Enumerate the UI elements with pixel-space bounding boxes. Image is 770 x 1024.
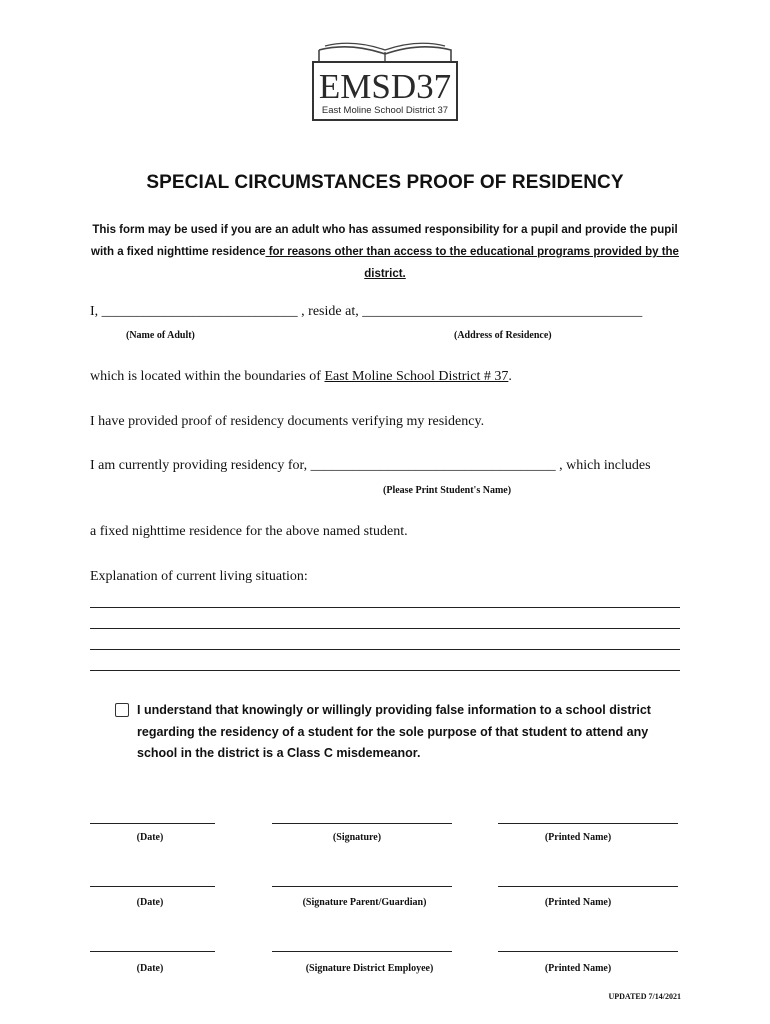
- line1-middle: , reside at,: [297, 304, 363, 319]
- date-line-1[interactable]: [90, 823, 215, 824]
- signature-line-3[interactable]: [272, 951, 452, 952]
- printed-name-line-3[interactable]: [498, 951, 678, 952]
- caption-name-of-adult: (Name of Adult): [126, 330, 195, 341]
- logo-wordmark: EMSD37: [318, 67, 452, 106]
- logo-subtitle: East Moline School District 37: [321, 105, 449, 116]
- line2-prefix: which is located within the boundaries of: [90, 369, 325, 384]
- adult-name-blank[interactable]: ____________________________: [101, 304, 298, 319]
- line2-suffix: .: [508, 369, 512, 384]
- explanation-label: Explanation of current living situation:: [90, 569, 308, 584]
- caption-printed-name-1: (Printed Name): [544, 832, 612, 843]
- caption-signature-1: (Signature): [332, 832, 382, 843]
- caption-date-2: (Date): [136, 897, 164, 908]
- printed-name-line-2[interactable]: [498, 886, 678, 887]
- explanation-line-1[interactable]: [90, 607, 680, 608]
- signature-line-2[interactable]: [272, 886, 452, 887]
- page-title: SPECIAL CIRCUMSTANCES PROOF OF RESIDENCY: [146, 172, 624, 193]
- caption-date-1: (Date): [136, 832, 164, 843]
- explanation-line-4[interactable]: [90, 670, 680, 671]
- date-line-3[interactable]: [90, 951, 215, 952]
- intro-plain: This form may be used if you are an adult who has assumed responsibility for a pupil and provide the pupil with a fixed nighttime residence: [91, 224, 678, 258]
- caption-signature-parent: (Signature Parent/Guardian): [302, 897, 427, 908]
- line1-prefix: I,: [90, 304, 102, 319]
- updated-date: UPDATED 7/14/2021: [608, 992, 681, 1001]
- caption-address: (Address of Residence): [454, 330, 552, 341]
- intro-text: [90, 219, 680, 285]
- adult-address-line: [90, 304, 690, 320]
- student-name-blank[interactable]: ___________________________________: [310, 458, 556, 473]
- nighttime-residence-line: a fixed nighttime residence for the above named student.: [90, 524, 408, 539]
- caption-printed-name-2: (Printed Name): [544, 897, 612, 908]
- line4-prefix: I am currently providing residency for,: [90, 458, 311, 473]
- district-logo: [305, 40, 465, 128]
- line4-suffix: , which includes: [555, 458, 651, 473]
- explanation-line-2[interactable]: [90, 628, 680, 629]
- student-residency-line: [90, 458, 690, 474]
- intro-underlined: for reasons other than access to the educational programs provided by the district.: [265, 246, 679, 280]
- caption-signature-district-employee: (Signature District Employee): [305, 963, 434, 974]
- district-boundary-line: [90, 369, 512, 385]
- signature-line-1[interactable]: [272, 823, 452, 824]
- district-name: East Moline School District # 37: [324, 369, 509, 384]
- misdemeanor-declaration: I understand that knowingly or willingly providing false information to a school district regarding the residency of a student for the sole purpose of that student to attend any school in the district is a Class C misdemeanor.: [137, 703, 651, 760]
- address-blank[interactable]: ________________________________________: [362, 304, 643, 319]
- caption-student-name: (Please Print Student's Name): [383, 485, 512, 496]
- date-line-2[interactable]: [90, 886, 215, 887]
- caption-printed-name-3: (Printed Name): [544, 963, 612, 974]
- caption-date-3: (Date): [136, 963, 164, 974]
- printed-name-line-1[interactable]: [498, 823, 678, 824]
- proof-documents-line: I have provided proof of residency documents verifying my residency.: [90, 414, 485, 429]
- explanation-line-3[interactable]: [90, 649, 680, 650]
- acknowledgement-checkbox[interactable]: [115, 703, 129, 717]
